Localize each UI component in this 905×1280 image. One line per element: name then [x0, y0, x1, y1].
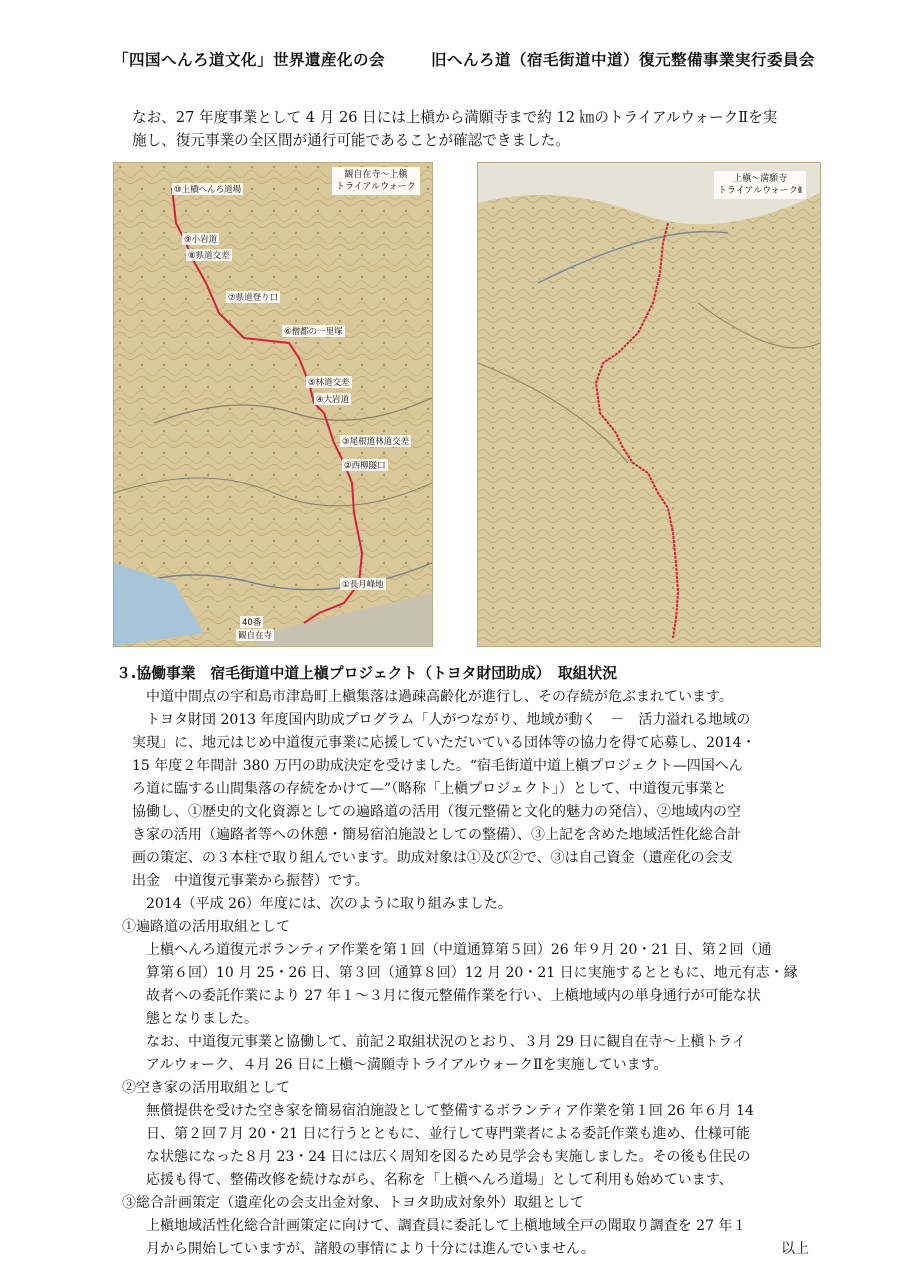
map-label-9: ⑨小岩道 — [184, 235, 218, 245]
item3-line-1: 上槇地域活性化総合計画策定に向けて、調査員に委託して上槇地域全戸の聞取り調査を 27 年１ — [146, 1218, 747, 1234]
map-label-1: ①長月峰地 — [342, 580, 384, 590]
map-label-4: ④大岩道 — [316, 395, 350, 405]
map-label-10: ⑩上槇へんろ道場 — [174, 185, 242, 195]
item2-line-1: 無償提供を受けた空き家を簡易宿泊施設として整備するボランティア作業を第１回 26 年６月 14 — [146, 1103, 754, 1119]
section3-line-3: 実現」に、地元はじめ中道復元事業に応援していただいている団体等の協力を得て応募し、2014・ — [132, 735, 756, 751]
map-label-2: ②西柳隧口 — [344, 461, 386, 471]
header-organization: 「四国へんろ道文化」世界遺産化の会 — [113, 51, 386, 69]
item1-line-2: 算第６回）10 月 25・26 日、第３回（通算８回）12 月 20・21 日に実施するとともに、地元有志・縁 — [146, 965, 798, 981]
map-left-terrain — [114, 163, 432, 646]
section3-line-8: 画の策定、の３本柱で取り組んでいます。助成対象は①及び②で、③は自己資金（遺産化の会支 — [132, 850, 733, 866]
item2-line-2: 日、第２回７月 20・21 日に行うとともに、並行して専門業者による委託作業も進め、仕様可能 — [146, 1126, 750, 1142]
closing-text: 以上 — [781, 1241, 809, 1257]
map-label-5: ⑤林道交差 — [308, 378, 350, 388]
item1-line-1: 上槇へんろ道復元ボランティア作業を第１回（中道通算第５回）26 年９月 20・21 日、第２回（通 — [146, 942, 772, 958]
map-right-title-line2: トライアルウォークⅡ — [718, 186, 803, 196]
section3-line-1: 中道中間点の宇和島市津島町上槇集落は過疎高齢化が進行し、その存続が危ぶまれています。 — [146, 689, 733, 705]
map-label-40: 40番 — [242, 618, 262, 628]
map-right-terrain — [478, 163, 820, 646]
map-left-title-line2: トライアルウォーク — [336, 182, 416, 192]
section3-line-4: 15 年度２年間計 380 万円の助成決定を受けました。“宿毛街道中道上槇プロジェクト—四国へん — [132, 758, 743, 774]
section3-line-10: 2014（平成 26）年度には、次のように取り組みました。 — [146, 896, 512, 912]
section3-title: ３.協働事業 宿毛街道中道上槇プロジェクト（トヨタ財団助成） 取組状況 — [116, 665, 618, 682]
item2-line-3: な状態になった８月 23・24 日には広く周知を図るため見学会も実施しました。その後も住民の — [146, 1149, 751, 1165]
map-left-title-line1: 観自在寺～上槇 — [344, 170, 408, 180]
item3-title: ③総合計画策定（遺産化の会支出金対象、トヨタ助成対象外）取組として — [122, 1195, 584, 1211]
item1-line-6: アルウォーク、４月 26 日に上槇～満願寺トライアルウォークⅡを実施しています。 — [146, 1057, 668, 1073]
map-label-kanjizaiji: 観自在寺 — [238, 631, 273, 641]
section3-line-2: トヨタ財団 2013 年度国内助成プログラム「人がつながり、地域が動く － 活力溢れる地域の — [146, 712, 751, 728]
item2-title: ②空き家の活用取組として — [122, 1080, 290, 1096]
intro-line-2: 施し、復元事業の全区間が通行可能であることが確認できました。 — [132, 132, 570, 149]
header-committee: 旧へんろ道（宿毛街道中道）復元整備事業実行委員会 — [431, 51, 816, 69]
item1-line-5: なお、中道復元事業と協働して、前記２取組状況のとおり、３月 29 日に観自在寺～上槇トライ — [146, 1034, 747, 1050]
map-left-title — [332, 167, 420, 195]
item3-line-2: 月から開始していますが、諸般の事情により十分には進んでいません。 — [146, 1241, 595, 1257]
section3-line-6: 協働し、①歴史的文化資源としての遍路道の活用（復元整備と文化的魅力の発信）、②地域内の空 — [132, 804, 741, 820]
map-label-7: ⑦県道登り口 — [228, 293, 279, 303]
section3-line-9: 出金 中道復元事業から振替）です。 — [132, 873, 369, 889]
map-right-title — [714, 171, 806, 199]
section3-line-7: き家の活用（遍路者等への休憩・簡易宿泊施設としての整備）、③上記を含めた地域活性化総合計 — [132, 827, 741, 843]
map-right-title-line1: 上槇～満願寺 — [733, 174, 788, 184]
item1-line-3: 故者への委託作業により 27 年１～３月に復元整備作業を行い、上槇地域内の単身通行が可能な状 — [146, 988, 761, 1004]
item2-line-4: 応援も得て、整備改修を続けながら、名称を「上槇へんろ道場」として利用も始めています、 — [146, 1172, 733, 1188]
item1-title: ①遍路道の活用取組として — [122, 919, 290, 935]
item1-line-4: 態となりました。 — [146, 1011, 258, 1027]
intro-line-1: なお、27 年度事業として 4 月 26 日には上槇から満願寺まで約 12 ㎞のトライアルウォークⅡを実 — [132, 109, 778, 126]
section3-line-5: ろ道に臨する山間集落の存続をかけて—”（略称「上槇プロジェクト」）として、中道復元事業と — [132, 781, 727, 797]
map-left — [113, 162, 433, 647]
map-label-8: ⑧県道交差 — [188, 251, 230, 261]
map-label-3: ③尾根道林道交差 — [342, 437, 410, 447]
map-label-6: ⑥僧都の一里塚 — [284, 327, 343, 337]
map-right — [477, 162, 821, 647]
